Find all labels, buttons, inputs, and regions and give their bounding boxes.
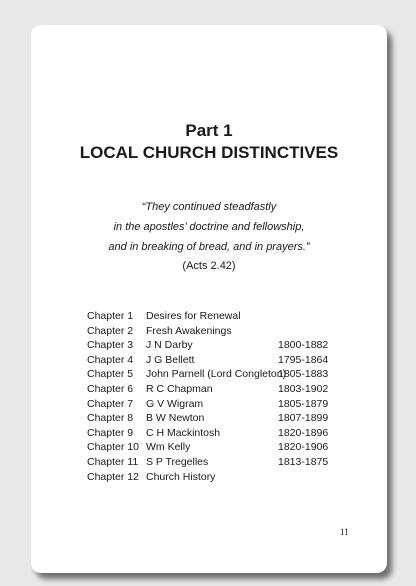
chapter-dates: 1800-1882 [278,339,329,352]
chapter-name: G V Wigram [146,397,204,410]
chapter-name: J G Bellett [146,353,195,366]
chapter-row [87,440,347,455]
chapter-label: Chapter 9 [87,426,134,439]
chapter-row [87,470,347,485]
chapter-label: Chapter 2 [87,324,134,337]
chapter-name: J N Darby [146,339,193,352]
page-number: 11 [340,527,349,537]
chapter-dates: 1813-1875 [278,455,329,468]
chapter-dates: 1820-1906 [278,441,329,454]
chapter-name: Desires for Renewal [146,310,241,322]
chapter-label: Chapter 11 [87,455,139,468]
chapter-dates: 1795-1864 [278,353,329,366]
chapter-row [87,324,347,339]
chapter-name: John Parnell (Lord Congleton) [146,368,287,381]
chapter-row [87,367,347,382]
chapter-dates: 1805-1879 [278,397,329,410]
chapter-row [87,455,347,470]
chapter-name: R C Chapman [146,382,213,395]
chapter-name: Church History [146,470,216,483]
part-title: LOCAL CHURCH DISTINCTIVES [79,143,339,162]
chapter-dates: 1820-1896 [278,426,329,439]
chapter-row [87,382,347,397]
chapter-label: Chapter 4 [87,353,134,366]
chapter-label: Chapter 7 [87,397,134,410]
chapter-name: B W Newton [146,412,205,425]
part-number: Part 1 [185,121,233,140]
chapter-dates: 1805-1883 [278,368,329,381]
quote-line-1: “They continued steadfastly [141,201,277,213]
book-page [31,25,387,573]
chapter-row [87,353,347,368]
chapter-label: Chapter 8 [87,412,134,425]
quote-reference: (Acts 2.42) [182,260,236,272]
chapter-row [87,411,347,426]
chapter-label: Chapter 3 [87,339,134,352]
chapter-name: C H Mackintosh [146,426,221,439]
chapter-row [87,309,347,324]
chapter-label: Chapter 12 [87,470,139,483]
chapter-label: Chapter 6 [87,382,134,395]
chapter-label: Chapter 10 [87,441,139,454]
chapter-list [87,309,347,484]
chapter-dates: 1807-1899 [278,412,329,425]
quote-line-2: in the apostles’ doctrine and fellowship, [113,221,305,233]
quote-line-3: and in breaking of bread, and in prayers.” [108,241,310,253]
chapter-name: S P Tregelles [146,455,209,468]
chapter-name: Wm Kelly [146,441,191,454]
chapter-dates: 1803-1902 [278,382,329,395]
chapter-row [87,397,347,412]
chapter-row [87,426,347,441]
chapter-label: Chapter 1 [87,310,134,322]
chapter-label: Chapter 5 [87,368,134,381]
chapter-row [87,338,347,353]
chapter-name: Fresh Awakenings [146,324,232,337]
